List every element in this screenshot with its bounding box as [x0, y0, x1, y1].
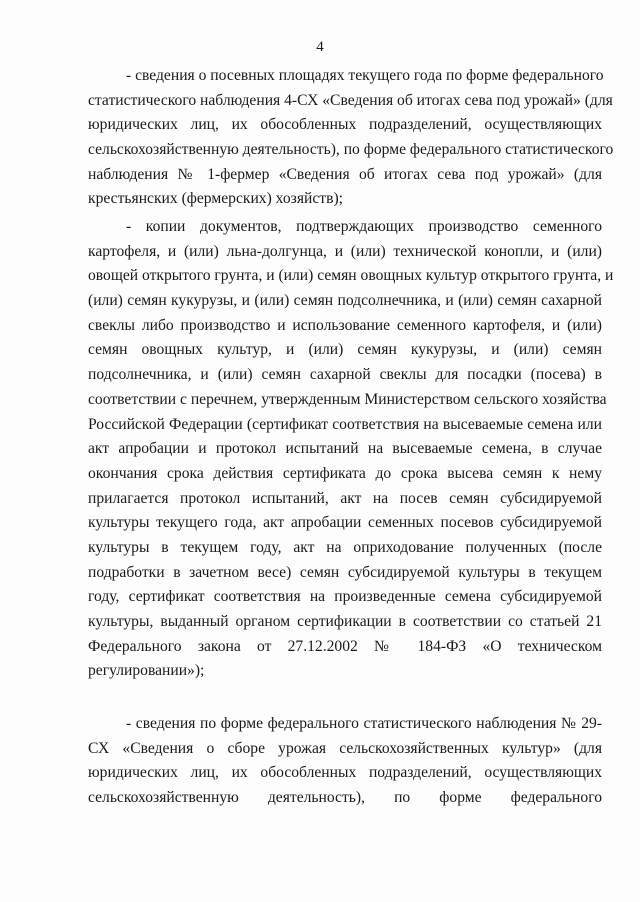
paragraph-line: Федерального закона от 27.12.2002 № 184-ФЗ «О техническом [88, 637, 602, 655]
paragraph-line: - копии документов, подтверждающих производство семенного [126, 218, 602, 235]
paragraph-line: подсолнечника, и (или) семян сахарной свеклы для посадки (посева) в [88, 366, 602, 384]
paragraph-line: году, сертификат соответствия на произведенные семена субсидируемой [88, 588, 602, 606]
paragraph-line: сельскохозяйственную деятельность), по форме федерального статистического [88, 141, 614, 159]
paragraph-line: культуры текущего года, акт апробации семенных посевов субсидируемой [88, 514, 602, 532]
paragraph-line: СХ «Сведения о сборе урожая сельскохозяйственных культур» (для [88, 739, 602, 757]
paragraph-line: регулировании»); [88, 662, 205, 680]
paragraph-line: свеклы либо производство и использование семенного картофеля, и (или) [88, 316, 602, 334]
paragraph-sown-areas [88, 64, 614, 212]
paragraph-line: культуры, выданный органом сертификации в соответствии со статьей 21 [88, 613, 602, 630]
page-number: 4 [316, 39, 324, 55]
paragraph-line: семян овощных культур, и (или) семян кукурузы, и (или) семян [88, 341, 602, 359]
paragraph-harvest-report [88, 712, 602, 811]
paragraph-line: прилагается протокол испытаний, акт на посев семян субсидируемой [88, 489, 602, 507]
paragraph-line: соответствии с перечнем, утвержденным Министерством сельского хозяйства [88, 390, 607, 408]
paragraph-line: (или) семян кукурузы, и (или) семян подсолнечника, и (или) семян сахарной [88, 292, 602, 310]
paragraph-line: овощей открытого грунта, и (или) семян овощных культур открытого грунта, и [88, 267, 614, 285]
paragraph-line: юридических лиц, их обособленных подразделений, осуществляющих [88, 764, 602, 782]
paragraph-line: культуры в текущем году, акт на оприходование полученных (после [88, 538, 602, 556]
paragraph-line: - сведения по форме федерального статистического наблюдения № 29- [126, 715, 602, 732]
paragraph-line: акт апробации и протокол испытаний на высеваемые семена, в случае [88, 440, 602, 458]
paragraph-line: - сведения о посевных площадях текущего года по форме федерального [126, 67, 604, 84]
paragraph-line: Российской Федерации (сертификат соответствия на высеваемые семена или [88, 415, 602, 433]
paragraph-line: сельскохозяйственную деятельность), по форме федерального [88, 789, 602, 807]
paragraph-line: наблюдения № 1-фермер «Сведения об итогах сева под урожай» (для [88, 165, 602, 183]
paragraph-line: подработки в зачетном весе) семян субсидируемой культуры в текущем [88, 563, 602, 581]
paragraph-line: крестьянских (фермерских) хозяйств); [88, 190, 343, 208]
paragraph-line: юридических лиц, их обособленных подразделений, осуществляющих [88, 116, 602, 134]
paragraph-document-copies [88, 215, 614, 684]
paragraph-line: окончания срока действия сертификата до срока высева семян к нему [88, 464, 602, 482]
paragraph-line: статистического наблюдения 4-СХ «Сведения об итогах сева под урожай» (для [88, 91, 613, 109]
paragraph-line: картофеля, и (или) льна-долгунца, и (или) технической конопли, и (или) [88, 242, 602, 260]
